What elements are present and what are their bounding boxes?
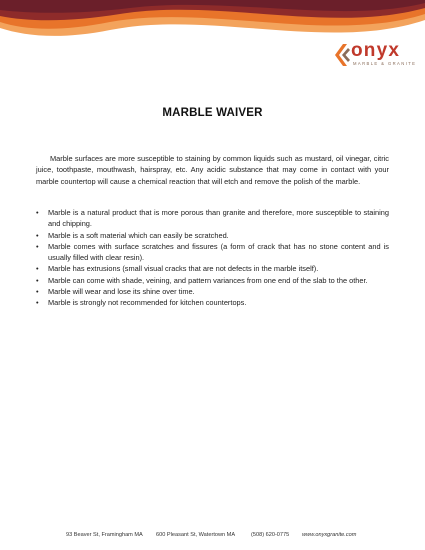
bullet-icon: • xyxy=(36,287,39,297)
bullet-icon: • xyxy=(36,230,39,240)
logo-tagline: MARBLE & GRANITE xyxy=(353,61,417,66)
footer-phone: (508) 620-0775 xyxy=(251,532,290,538)
page-title: MARBLE WAIVER xyxy=(162,107,263,119)
list-item: • Marble will wear and lose its shine over time. xyxy=(36,287,195,297)
footer-website-link[interactable]: www.onyxgranite.com xyxy=(302,532,357,538)
bullet-icon: • xyxy=(36,264,39,274)
logo-wordmark: onyx xyxy=(351,40,401,61)
list-item: • Marble can come with shade, veining, and pattern variances from one end of the slab to the other. xyxy=(36,275,368,285)
footer-address-watertown: 600 Pleasant St, Watertown MA xyxy=(156,532,236,538)
onyx-logo xyxy=(331,40,417,72)
bullet-icon: • xyxy=(36,208,39,217)
list-item: • Marble has extrusions (small visual cracks that are not defects in the marble itself). xyxy=(36,264,319,274)
footer-address-framingham: 93 Beaver St, Framingham MA xyxy=(66,532,143,538)
intro-paragraph: Marble surfaces are more susceptible to staining by common liquids such as mustard, oil vinegar, citric juice, toothpaste, mouthwash, hairspray, etc. Any acidic substance that may come in contact with your marble countertop will cause a chemical reaction that will etch and remove the polish of the marble. xyxy=(36,154,389,186)
bullet-icon: • xyxy=(36,275,39,285)
bullet-icon: • xyxy=(36,298,39,308)
waiver-bullet-list xyxy=(36,207,389,309)
list-item: • Marble is strongly not recommended for kitchen countertops. xyxy=(36,298,247,308)
list-item: • Marble is a natural product that is more porous than granite and therefore, more susceptible to staining and chipping. xyxy=(36,208,389,229)
bullet-icon: • xyxy=(36,241,39,251)
list-item: • Marble is a soft material which can easily be scratched. xyxy=(36,230,229,240)
onyx-logo-icon xyxy=(331,42,351,68)
list-item: • Marble comes with surface scratches and fissures (a form of crack that has no stone content and is usually filled with clear resin). xyxy=(36,241,389,263)
